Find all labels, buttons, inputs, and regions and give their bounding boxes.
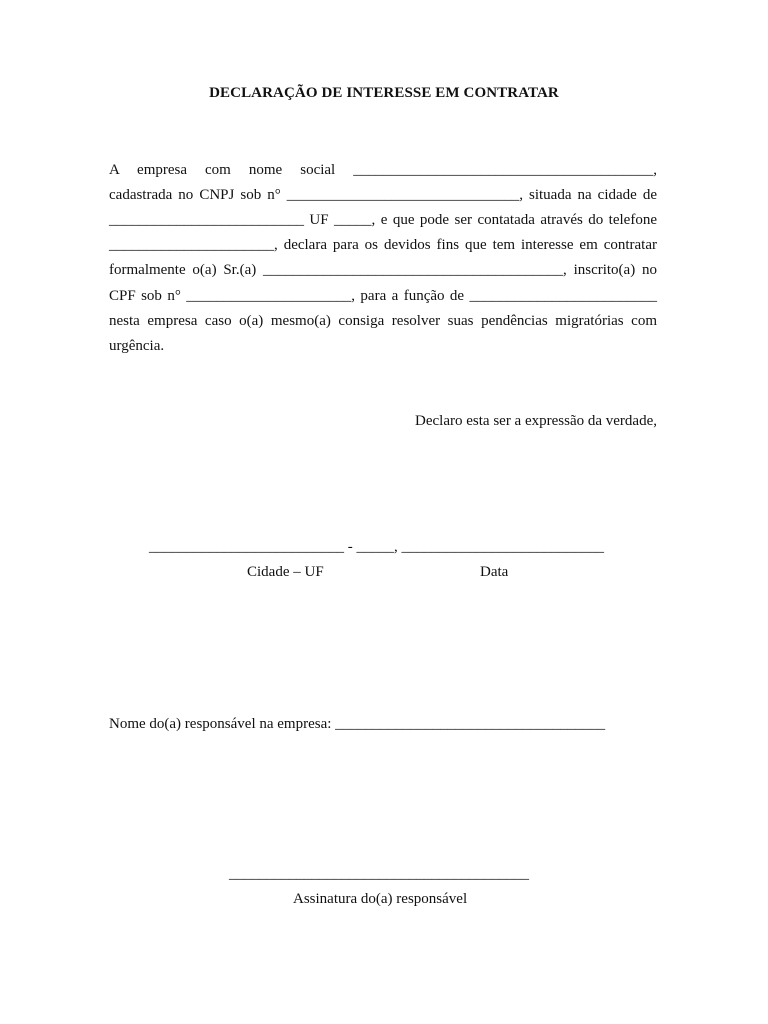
paragraph-line-6: CPF sob n° ______________________, para a função de _________________________ [109, 288, 657, 304]
signature-label: Assinatura do(a) responsável [293, 891, 468, 907]
paragraph-line-2: cadastrada no CNPJ sob n° _______________________________, situada na cidade de [109, 187, 657, 203]
paragraph-line-3: __________________________ UF _____, e que pode ser contatada através do telefone [109, 212, 657, 228]
document-title: DECLARAÇÃO DE INTERESSE EM CONTRATAR [209, 85, 559, 101]
date-label: Data [480, 564, 509, 580]
paragraph-line-7: nesta empresa caso o(a) mesmo(a) consiga resolver suas pendências migratórias com [109, 313, 657, 329]
place-date-line: __________________________ - _____, ___________________________ [149, 539, 604, 555]
closing-statement: Declaro esta ser a expressão da verdade, [415, 413, 657, 429]
paragraph-line-5: formalmente o(a) Sr.(a) ________________________________________, inscrito(a) no [109, 262, 657, 278]
paragraph-line-1: A empresa com nome social ________________________________________, [109, 162, 657, 178]
paragraph-line-4: ______________________, declara para os devidos fins que tem interesse em contratar [109, 237, 657, 253]
city-uf-label: Cidade – UF [247, 564, 324, 580]
paragraph-line-8: urgência. [109, 338, 165, 354]
responsible-name-line: Nome do(a) responsável na empresa: ____________________________________ [109, 716, 606, 732]
signature-line: ________________________________________ [229, 866, 529, 882]
